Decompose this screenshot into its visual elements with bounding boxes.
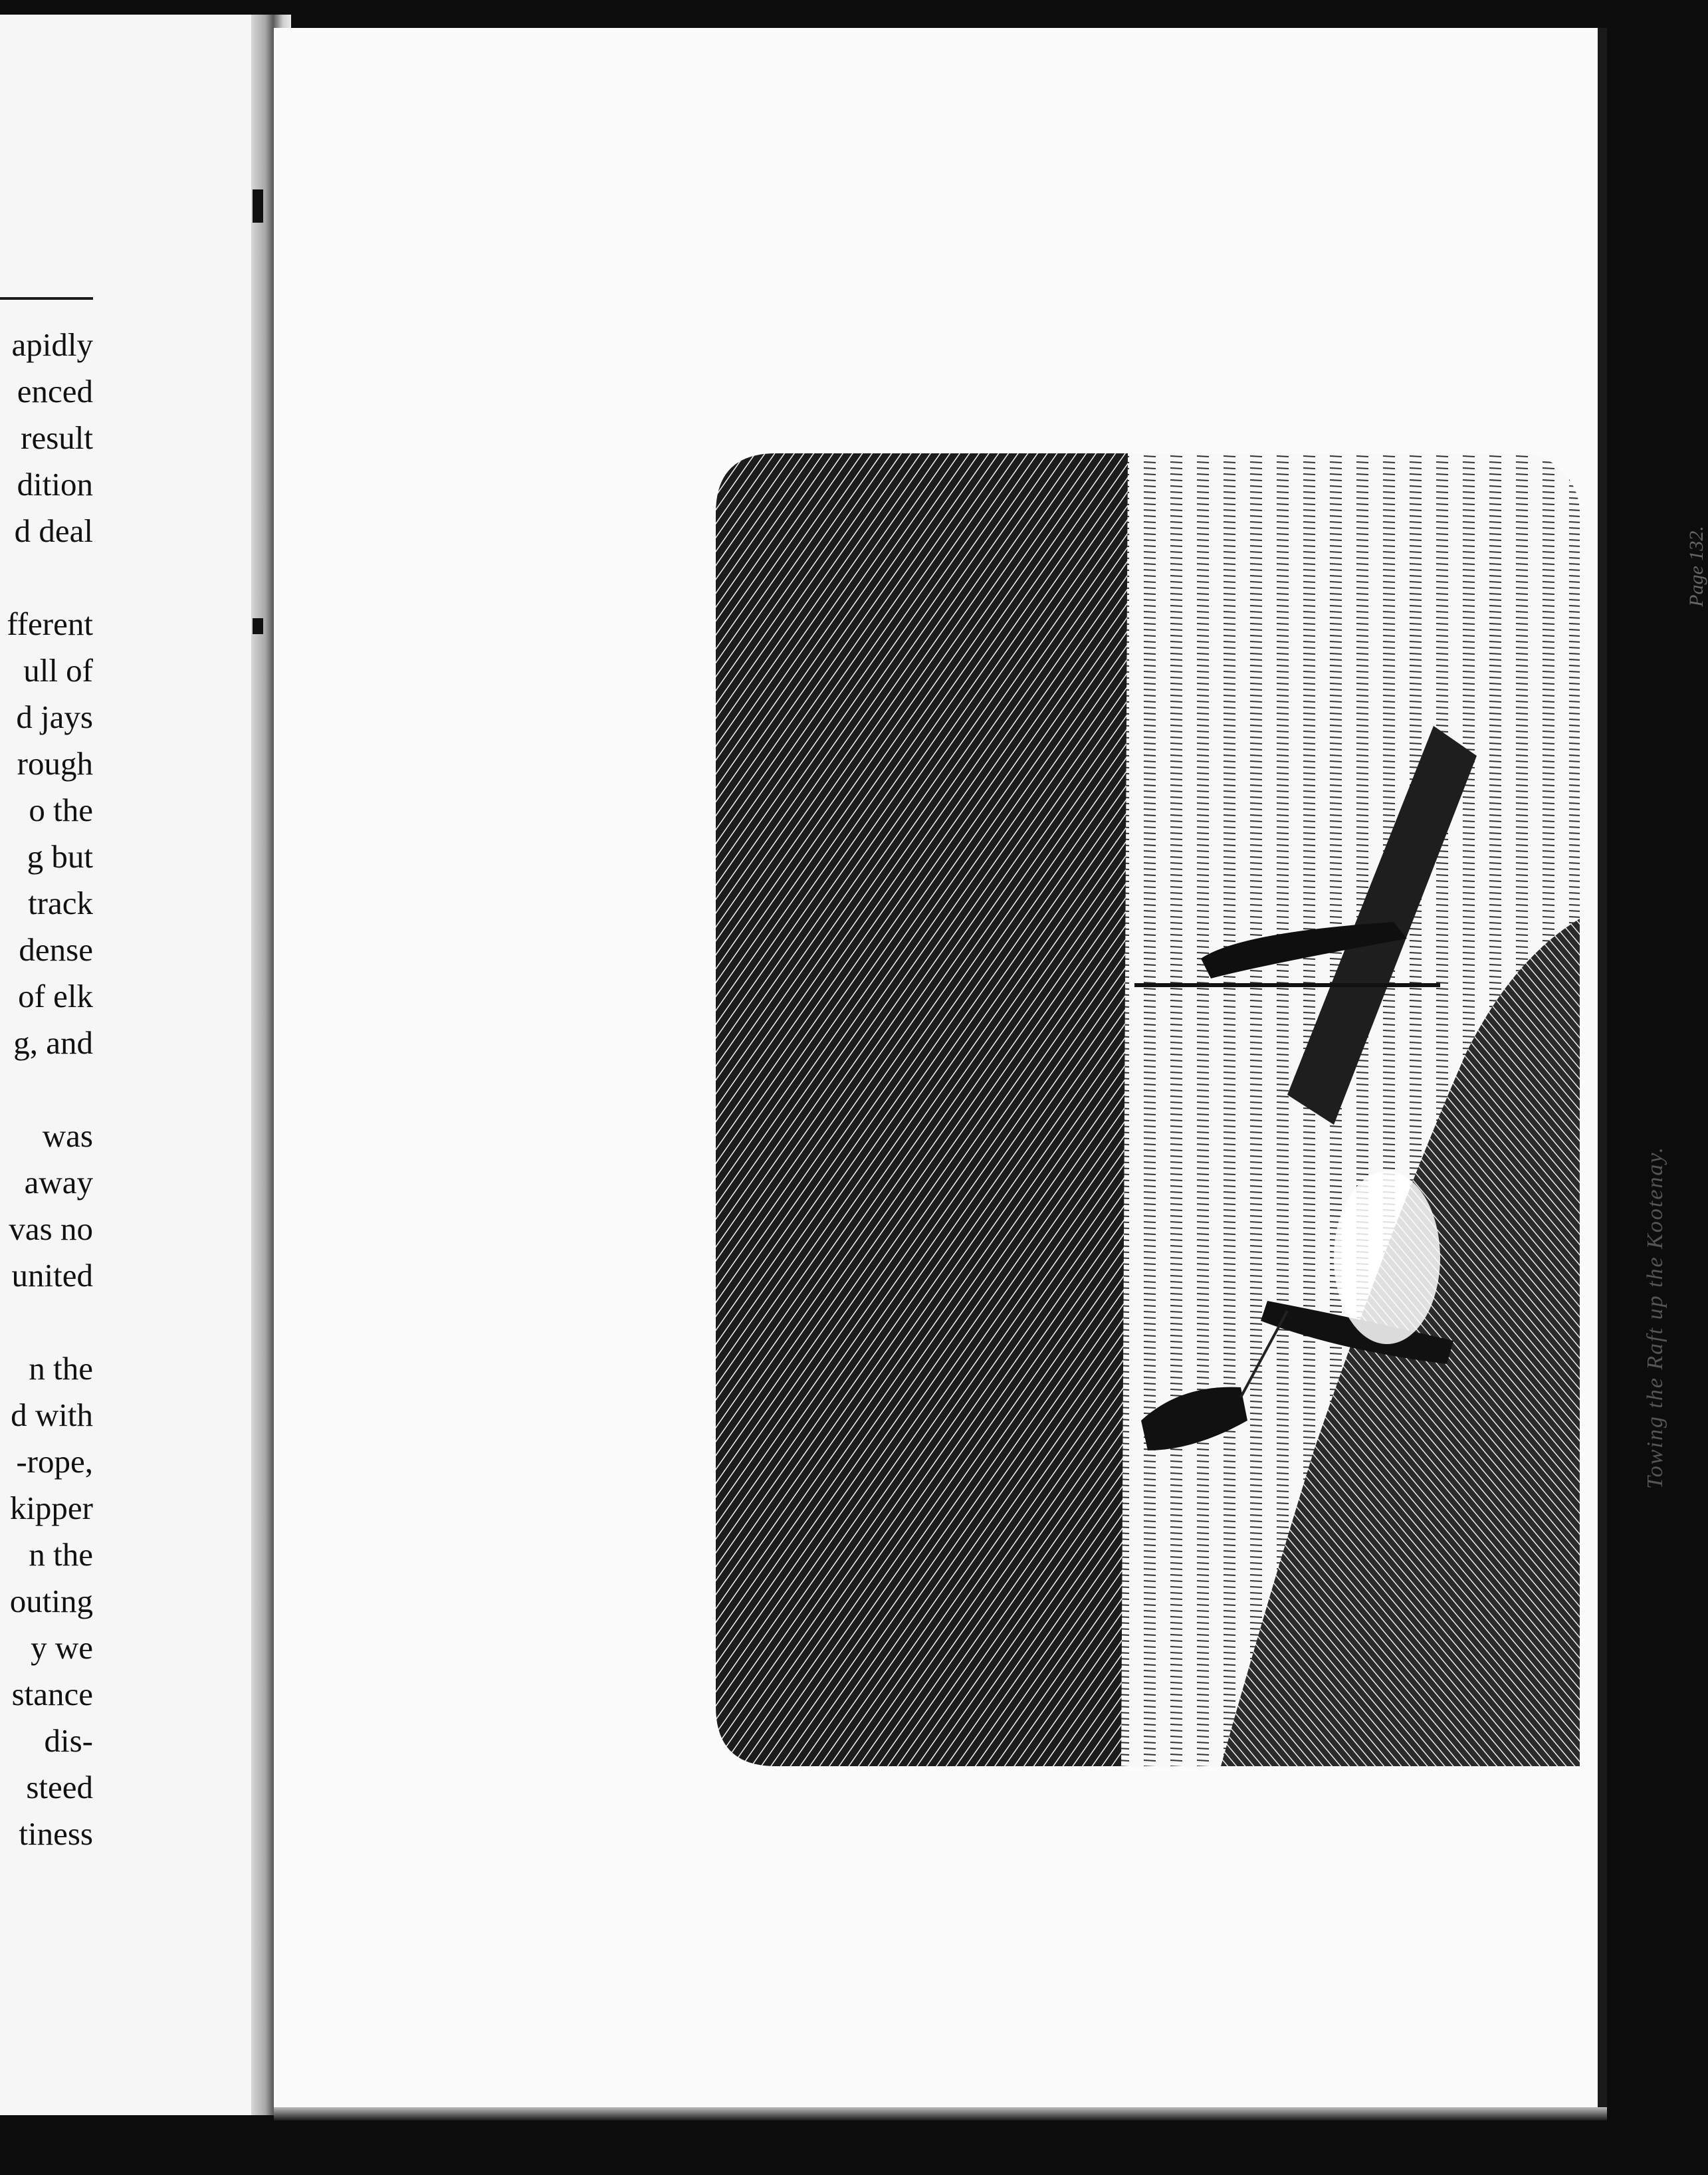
paragraph-gap bbox=[7, 1299, 93, 1345]
text-line: fferent bbox=[7, 606, 93, 642]
illustration-plate-page bbox=[274, 28, 1707, 2107]
plate-page-reference: Page 132. bbox=[1685, 526, 1707, 607]
text-line: g but bbox=[27, 838, 93, 875]
text-line: ull of bbox=[23, 652, 93, 689]
text-line: outing bbox=[9, 1583, 93, 1619]
text-line: dition bbox=[17, 466, 93, 503]
text-line: g, and bbox=[13, 1024, 93, 1061]
text-line: n the bbox=[29, 1536, 93, 1573]
header-rule bbox=[0, 297, 93, 300]
text-line: result bbox=[21, 419, 93, 456]
text-line: dense bbox=[19, 931, 93, 968]
text-line: stance bbox=[11, 1676, 93, 1712]
text-line: d with bbox=[11, 1397, 93, 1433]
text-line: apidly bbox=[11, 326, 93, 363]
smoke-haze bbox=[1334, 1171, 1440, 1344]
page-bottom-edge bbox=[274, 2107, 1607, 2120]
text-line: tiness bbox=[19, 1815, 93, 1852]
text-line: n the bbox=[29, 1350, 93, 1387]
binding-thread-mark bbox=[253, 618, 263, 634]
previous-page bbox=[0, 15, 261, 2115]
text-line: track bbox=[28, 885, 93, 921]
engraving-towing-raft bbox=[716, 453, 1580, 1766]
text-line: y we bbox=[31, 1629, 93, 1666]
text-line: united bbox=[11, 1257, 93, 1294]
text-line: enced bbox=[17, 373, 93, 409]
text-line: was bbox=[42, 1117, 93, 1154]
text-line: -rope, bbox=[16, 1443, 93, 1480]
paragraph-gap bbox=[7, 1066, 93, 1113]
paragraph-gap bbox=[7, 554, 93, 601]
text-line: o the bbox=[29, 792, 93, 828]
previous-page-text bbox=[7, 322, 93, 1857]
text-line: steed bbox=[26, 1769, 93, 1805]
text-line: dis- bbox=[44, 1722, 93, 1759]
text-line: rough bbox=[17, 745, 93, 782]
text-line: of elk bbox=[18, 978, 93, 1014]
text-line: away bbox=[24, 1164, 93, 1201]
plate-caption: Towing the Raft up the Kootenay. bbox=[1643, 1145, 1667, 1490]
binding-thread-mark bbox=[253, 189, 263, 223]
forest-bank bbox=[716, 453, 1128, 1766]
text-line: d jays bbox=[16, 699, 93, 735]
text-line: vas no bbox=[9, 1210, 93, 1247]
text-line: d deal bbox=[14, 513, 93, 549]
text-line: kipper bbox=[9, 1490, 93, 1526]
